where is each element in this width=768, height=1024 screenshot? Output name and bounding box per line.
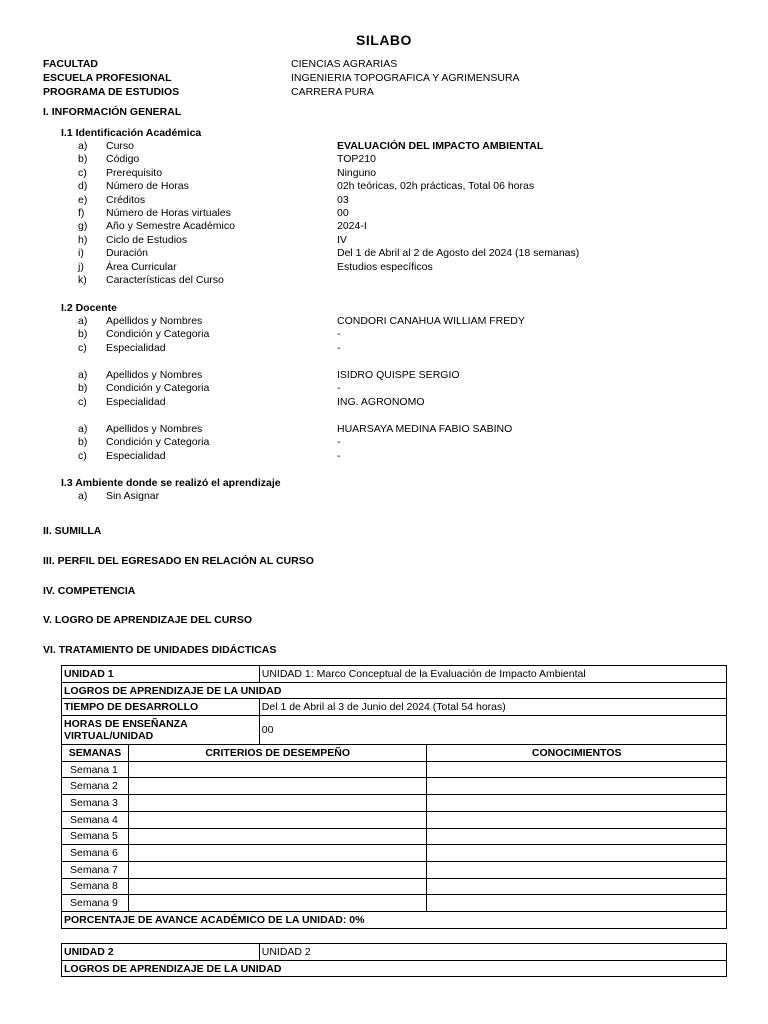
item-value: - — [337, 382, 341, 395]
table-row — [62, 761, 727, 778]
item-letter: a) — [78, 315, 88, 327]
item-label: Apellidos y Nombres — [106, 315, 203, 327]
item-letter: k) — [78, 273, 87, 286]
item-value: Ninguno — [337, 166, 377, 179]
horas-value: 00 — [259, 716, 726, 745]
list-item — [78, 140, 579, 153]
item-label: Apellidos y Nombres — [106, 369, 203, 381]
list-item — [78, 153, 579, 166]
item-label: Especialidad — [106, 395, 166, 408]
tiempo-value: Del 1 de Abril al 3 de Junio del 2024 (Total 54 horas) — [259, 699, 726, 716]
criterios-cell — [128, 845, 426, 862]
list-item — [78, 234, 579, 247]
criterios-cell — [128, 828, 426, 845]
header-row-escuela — [43, 71, 520, 85]
section-informacion-general: I. INFORMACIÓN GENERAL — [43, 106, 182, 118]
criterios-cell — [128, 778, 426, 795]
criterios-cell — [128, 761, 426, 778]
criterios-cell — [128, 795, 426, 812]
item-label: Condición y Categoria — [106, 328, 210, 341]
item-label: Apellidos y Nombres — [106, 423, 203, 435]
conocimientos-cell — [427, 895, 727, 912]
item-value: ISIDRO QUISPE SERGIO — [337, 369, 460, 381]
item-value: TOP210 — [337, 153, 376, 166]
item-letter: a) — [78, 140, 88, 152]
table-row — [62, 861, 727, 878]
unidad-value: UNIDAD 1: Marco Conceptual de la Evaluación de Impacto Ambiental — [259, 666, 726, 683]
item-label: Características del Curso — [106, 273, 224, 286]
table-row — [62, 895, 727, 912]
subsection-docente: I.2 Docente — [61, 302, 118, 314]
header-value: CARRERA PURA — [291, 86, 374, 98]
item-value: CONDORI CANAHUA WILLIAM FREDY — [337, 315, 525, 327]
unit-1-table — [61, 665, 727, 929]
list-item — [78, 369, 460, 382]
week-label: Semana 8 — [62, 878, 129, 895]
logros-header: LOGROS DE APRENDIZAJE DE LA UNIDAD — [62, 960, 727, 977]
list-item — [78, 382, 460, 395]
item-label: Sin Asignar — [106, 490, 160, 502]
week-label: Semana 2 — [62, 778, 129, 795]
unidad-label: UNIDAD 1 — [62, 666, 260, 683]
porcentaje-avance: PORCENTAJE DE AVANCE ACADÉMICO DE LA UNIDAD: 0% — [62, 911, 727, 928]
conocimientos-cell — [427, 845, 727, 862]
item-label: Condición y Categoria — [106, 382, 210, 395]
criterios-cell — [128, 878, 426, 895]
criterios-cell — [128, 811, 426, 828]
unit-2-table — [61, 943, 727, 977]
list-item — [78, 396, 460, 409]
list-item — [78, 450, 512, 463]
item-value: ING. AGRONOMO — [337, 395, 425, 408]
item-value: Del 1 de Abril al 2 de Agosto del 2024 (18 semanas) — [337, 247, 580, 260]
table-row — [62, 845, 727, 862]
criterios-cell — [128, 861, 426, 878]
item-label: Especialidad — [106, 449, 166, 462]
list-item — [78, 167, 579, 180]
item-value: HUARSAYA MEDINA FABIO SABINO — [337, 423, 513, 435]
conocimientos-cell — [427, 828, 727, 845]
section-competencia: IV. COMPETENCIA — [43, 585, 136, 597]
item-label: Código — [106, 153, 140, 166]
item-label: Número de Horas — [106, 180, 189, 193]
ambiente-list — [78, 490, 159, 503]
item-letter: e) — [78, 193, 88, 206]
item-value: 03 — [337, 193, 349, 206]
col-header-semanas: SEMANAS — [62, 745, 129, 762]
header-row-facultad — [43, 57, 520, 71]
item-letter: i) — [78, 247, 84, 260]
item-value: 2024-I — [337, 220, 367, 233]
list-item — [78, 220, 579, 233]
docente-list-2 — [78, 369, 460, 409]
item-label: Prerequisito — [106, 166, 163, 179]
docente-list-1 — [78, 315, 525, 355]
item-value: - — [337, 328, 341, 341]
list-item — [78, 328, 525, 341]
item-letter: d) — [78, 180, 88, 193]
item-letter: b) — [78, 328, 88, 341]
item-label: Año y Semestre Académico — [106, 220, 235, 233]
list-item — [78, 490, 159, 503]
conocimientos-cell — [427, 761, 727, 778]
table-row — [62, 666, 727, 683]
conocimientos-cell — [427, 778, 727, 795]
week-label: Semana 7 — [62, 861, 129, 878]
item-letter: f) — [78, 206, 85, 219]
list-item — [78, 342, 525, 355]
list-item — [78, 194, 579, 207]
item-label: Créditos — [106, 193, 146, 206]
item-letter: a) — [78, 423, 88, 435]
conocimientos-cell — [427, 878, 727, 895]
item-letter: a) — [78, 490, 88, 502]
header-value: INGENIERIA TOPOGRAFICA Y AGRIMENSURA — [291, 72, 520, 84]
item-letter: j) — [78, 260, 84, 273]
week-label: Semana 4 — [62, 811, 129, 828]
document-title: SILABO — [356, 32, 412, 48]
table-row — [62, 699, 727, 716]
week-label: Semana 3 — [62, 795, 129, 812]
unidad-value: UNIDAD 2 — [259, 944, 726, 961]
tiempo-label: TIEMPO DE DESARROLLO — [62, 699, 260, 716]
item-letter: h) — [78, 233, 88, 246]
conocimientos-cell — [427, 811, 727, 828]
list-item — [78, 261, 579, 274]
logros-header: LOGROS DE APRENDIZAJE DE LA UNIDAD — [62, 682, 727, 699]
item-label: Duración — [106, 247, 149, 260]
item-letter: c) — [78, 341, 87, 354]
criterios-cell — [128, 895, 426, 912]
item-value: 00 — [337, 206, 349, 219]
section-logro: V. LOGRO DE APRENDIZAJE DEL CURSO — [43, 614, 253, 626]
header-block — [43, 57, 520, 99]
table-row — [62, 811, 727, 828]
table-row — [62, 716, 727, 745]
week-label: Semana 5 — [62, 828, 129, 845]
item-label: Número de Horas virtuales — [106, 206, 231, 219]
horas-label: HORAS DE ENSEÑANZA VIRTUAL/UNIDAD — [62, 716, 260, 745]
item-letter: c) — [78, 395, 87, 408]
item-letter: g) — [78, 220, 88, 233]
header-row-programa — [43, 85, 520, 99]
list-item — [78, 207, 579, 220]
conocimientos-cell — [427, 861, 727, 878]
item-label: Especialidad — [106, 341, 166, 354]
item-letter: b) — [78, 436, 88, 449]
item-value: - — [337, 341, 341, 354]
item-letter: c) — [78, 166, 87, 179]
item-value: - — [337, 436, 341, 449]
item-label: Ciclo de Estudios — [106, 233, 188, 246]
item-letter: c) — [78, 449, 87, 462]
table-row — [62, 682, 727, 699]
header-key: PROGRAMA DE ESTUDIOS — [43, 86, 180, 98]
list-item — [78, 274, 579, 287]
header-key: ESCUELA PROFESIONAL — [43, 72, 172, 84]
col-header-conocimientos: CONOCIMIENTOS — [427, 745, 727, 762]
conocimientos-cell — [427, 795, 727, 812]
item-value: - — [337, 449, 341, 462]
week-label: Semana 6 — [62, 845, 129, 862]
week-label: Semana 9 — [62, 895, 129, 912]
table-row — [62, 745, 727, 762]
col-header-criterios: CRITERIOS DE DESEMPEÑO — [128, 745, 426, 762]
item-value: IV — [337, 233, 347, 246]
week-label: Semana 1 — [62, 761, 129, 778]
identificacion-list — [78, 140, 579, 287]
header-key: FACULTAD — [43, 58, 99, 70]
list-item — [78, 180, 579, 193]
table-row — [62, 795, 727, 812]
table-row — [62, 960, 727, 977]
header-value: CIENCIAS AGRARIAS — [291, 58, 398, 70]
section-tratamiento: VI. TRATAMIENTO DE UNIDADES DIDÁCTICAS — [43, 644, 277, 656]
item-label: Curso — [106, 140, 135, 152]
table-row — [62, 778, 727, 795]
item-label: Condición y Categoria — [106, 436, 210, 449]
section-sumilla: II. SUMILLA — [43, 525, 102, 537]
subsection-ambiente: I.3 Ambiente donde se realizó el aprendizaje — [61, 477, 281, 489]
item-value: 02h teóricas, 02h prácticas, Total 06 horas — [337, 180, 535, 193]
docente-list-3 — [78, 423, 512, 463]
list-item — [78, 247, 579, 260]
list-item — [78, 315, 525, 328]
table-row — [62, 828, 727, 845]
item-letter: a) — [78, 369, 88, 381]
unidad-label: UNIDAD 2 — [62, 944, 260, 961]
item-letter: b) — [78, 153, 88, 166]
item-letter: b) — [78, 382, 88, 395]
section-perfil: III. PERFIL DEL EGRESADO EN RELACIÓN AL CURSO — [43, 555, 314, 567]
list-item — [78, 436, 512, 449]
table-row — [62, 944, 727, 961]
table-row — [62, 911, 727, 928]
item-label: Área Curricular — [106, 260, 177, 273]
table-row — [62, 878, 727, 895]
item-value: EVALUACIÓN DEL IMPACTO AMBIENTAL — [337, 140, 544, 152]
item-value: Estudios específicos — [337, 260, 433, 273]
subsection-identificacion: I.1 Identificación Académica — [61, 127, 202, 139]
list-item — [78, 423, 512, 436]
